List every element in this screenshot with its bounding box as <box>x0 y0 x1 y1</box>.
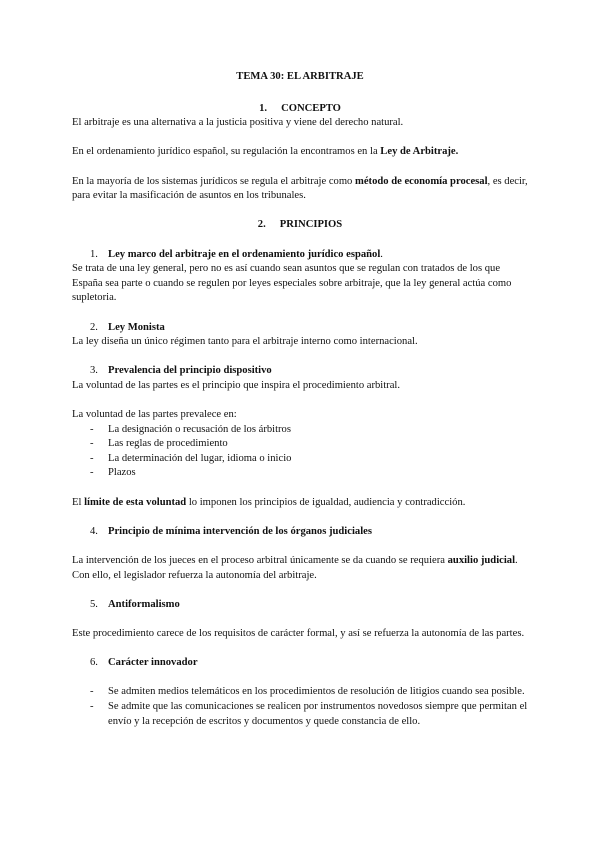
list-item: - Plazos <box>90 467 136 479</box>
document-page <box>72 70 528 729</box>
principle-heading: 5. Antiformalismo <box>90 598 180 610</box>
document-title: TEMA 30: EL ARBITRAJE <box>236 71 364 82</box>
principle-heading: 6. Carácter innovador <box>90 657 198 669</box>
paragraph: La intervención de los jueces en el proceso arbitral únicamente se da cuando se requiera auxilio judicial. Con ello, el legislador refuerza la autonomía del arbitraje. <box>72 555 518 581</box>
paragraph: La voluntad de las partes es el principio que inspira el procedimiento arbitral. <box>72 379 401 391</box>
section-heading-principios: 2. PRINCIPIOS <box>257 219 343 231</box>
paragraph: Se trata de una ley general, pero no es así cuando sean asuntos que se regulan con tratados de los que España sea parte o cuando se regulen por leyes especiales sobre arbitraje, que la ley general actúa como supletoria. <box>72 263 512 304</box>
paragraph: En el ordenamiento jurídico español, su regulación la encontramos en la Ley de Arbitraje. <box>72 146 459 158</box>
principle-heading: 4. Principio de mínima intervención de los órganos judiciales <box>90 525 372 537</box>
list-item: - Se admite que las comunicaciones se realicen por instrumentos novedosos siempre que permitan el envío y la recepción de escritos y documentos y quede constancia de ello. <box>90 700 528 727</box>
paragraph: En la mayoría de los sistemas jurídicos se regula el arbitraje como método de economía procesal, es decir, para evitar la masificación de asuntos en los tribunales. <box>72 175 528 202</box>
list-item: - La designación o recusación de los árbitros <box>90 423 291 435</box>
list-item: - La determinación del lugar, idioma o inicio <box>90 452 292 464</box>
principle-heading: 2. Ley Monista <box>90 321 165 333</box>
list-item: - Las reglas de procedimiento <box>90 438 228 450</box>
paragraph: El arbitraje es una alternativa a la justicia positiva y viene del derecho natural. <box>72 117 404 129</box>
principle-heading: 3. Prevalencia del principio dispositivo <box>90 365 272 377</box>
paragraph: El límite de esta voluntad lo imponen los principios de igualdad, audiencia y contradicción. <box>72 496 466 508</box>
paragraph: Este procedimiento carece de los requisitos de carácter formal, y así se refuerza la autonomía de las partes. <box>72 627 525 639</box>
list-item: - Se admiten medios telemáticos en los procedimientos de resolución de litigios cuando sea posible. <box>90 686 525 698</box>
paragraph: La ley diseña un único régimen tanto para el arbitraje interno como internacional. <box>72 336 418 348</box>
section-heading-concepto: 1. CONCEPTO <box>259 102 341 114</box>
paragraph: La voluntad de las partes prevalece en: <box>72 409 237 421</box>
principle-heading: 1. Ley marco del arbitraje en el ordenamiento jurídico español. <box>90 248 383 260</box>
